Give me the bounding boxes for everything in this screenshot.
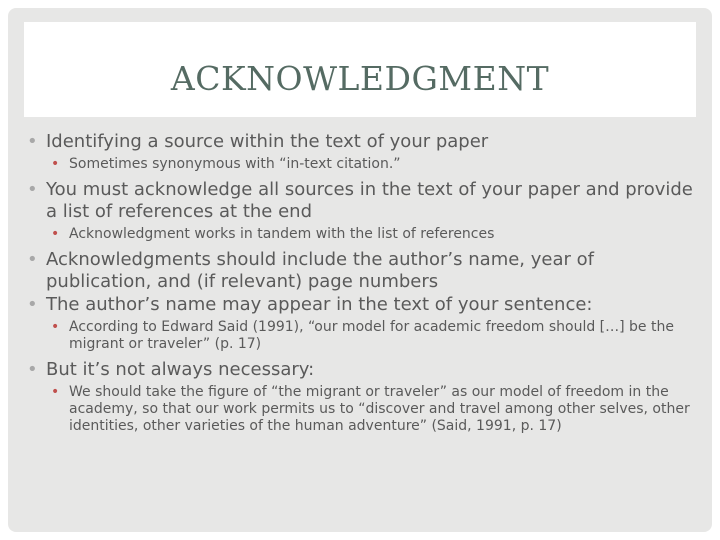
bullet-5-text: But it’s not always necessary: (46, 359, 315, 380)
sub-bullet-5-1-text: We should take the figure of “the migrant or traveler” as our model of freedom in the academy, so that our work permits us to “discover and travel among other selves, other identities, other varieties of the human adventure” (Said, 1991, p. 17) (69, 384, 690, 434)
bullet-3 (24, 249, 704, 293)
slide (8, 8, 712, 532)
title-box (24, 22, 696, 117)
sub-bullet-2-1 (24, 226, 704, 243)
bullet-1 (24, 131, 704, 153)
sub-bullet-1-1-text: Sometimes synonymous with “in-text citation.” (69, 156, 401, 172)
bullet-dot-icon: • (27, 179, 38, 200)
bullet-2 (24, 179, 704, 223)
bullet-dot-icon: • (27, 131, 38, 152)
bullet-5 (24, 359, 704, 381)
bullet-4 (24, 294, 704, 316)
sub-bullet-4-1 (24, 319, 704, 353)
bullet-dot-icon: • (27, 359, 38, 380)
bullet-dot-icon: • (27, 249, 38, 270)
sub-bullet-5-1 (24, 384, 704, 435)
sub-bullet-2-1-text: Acknowledgment works in tandem with the list of references (69, 226, 495, 242)
sub-bullet-dot-icon: • (51, 384, 60, 400)
bullet-dot-icon: • (27, 294, 38, 315)
bullet-2-text: You must acknowledge all sources in the text of your paper and provide a list of references at the end (46, 179, 693, 222)
bullet-4-text: The author’s name may appear in the text of your sentence: (46, 294, 593, 315)
slide-title: ACKNOWLEDGMENT (170, 59, 550, 98)
sub-bullet-dot-icon: • (51, 319, 60, 335)
sub-bullet-dot-icon: • (51, 226, 60, 242)
bullet-1-text: Identifying a source within the text of your paper (46, 131, 489, 152)
sub-bullet-1-1 (24, 156, 704, 173)
slide-content (24, 131, 704, 441)
bullet-3-text: Acknowledgments should include the author’s name, year of publication, and (if relevant) page numbers (46, 249, 594, 292)
sub-bullet-dot-icon: • (51, 156, 60, 172)
sub-bullet-4-1-text: According to Edward Said (1991), “our model for academic freedom should […] be the migrant or traveler” (p. 17) (69, 319, 674, 352)
